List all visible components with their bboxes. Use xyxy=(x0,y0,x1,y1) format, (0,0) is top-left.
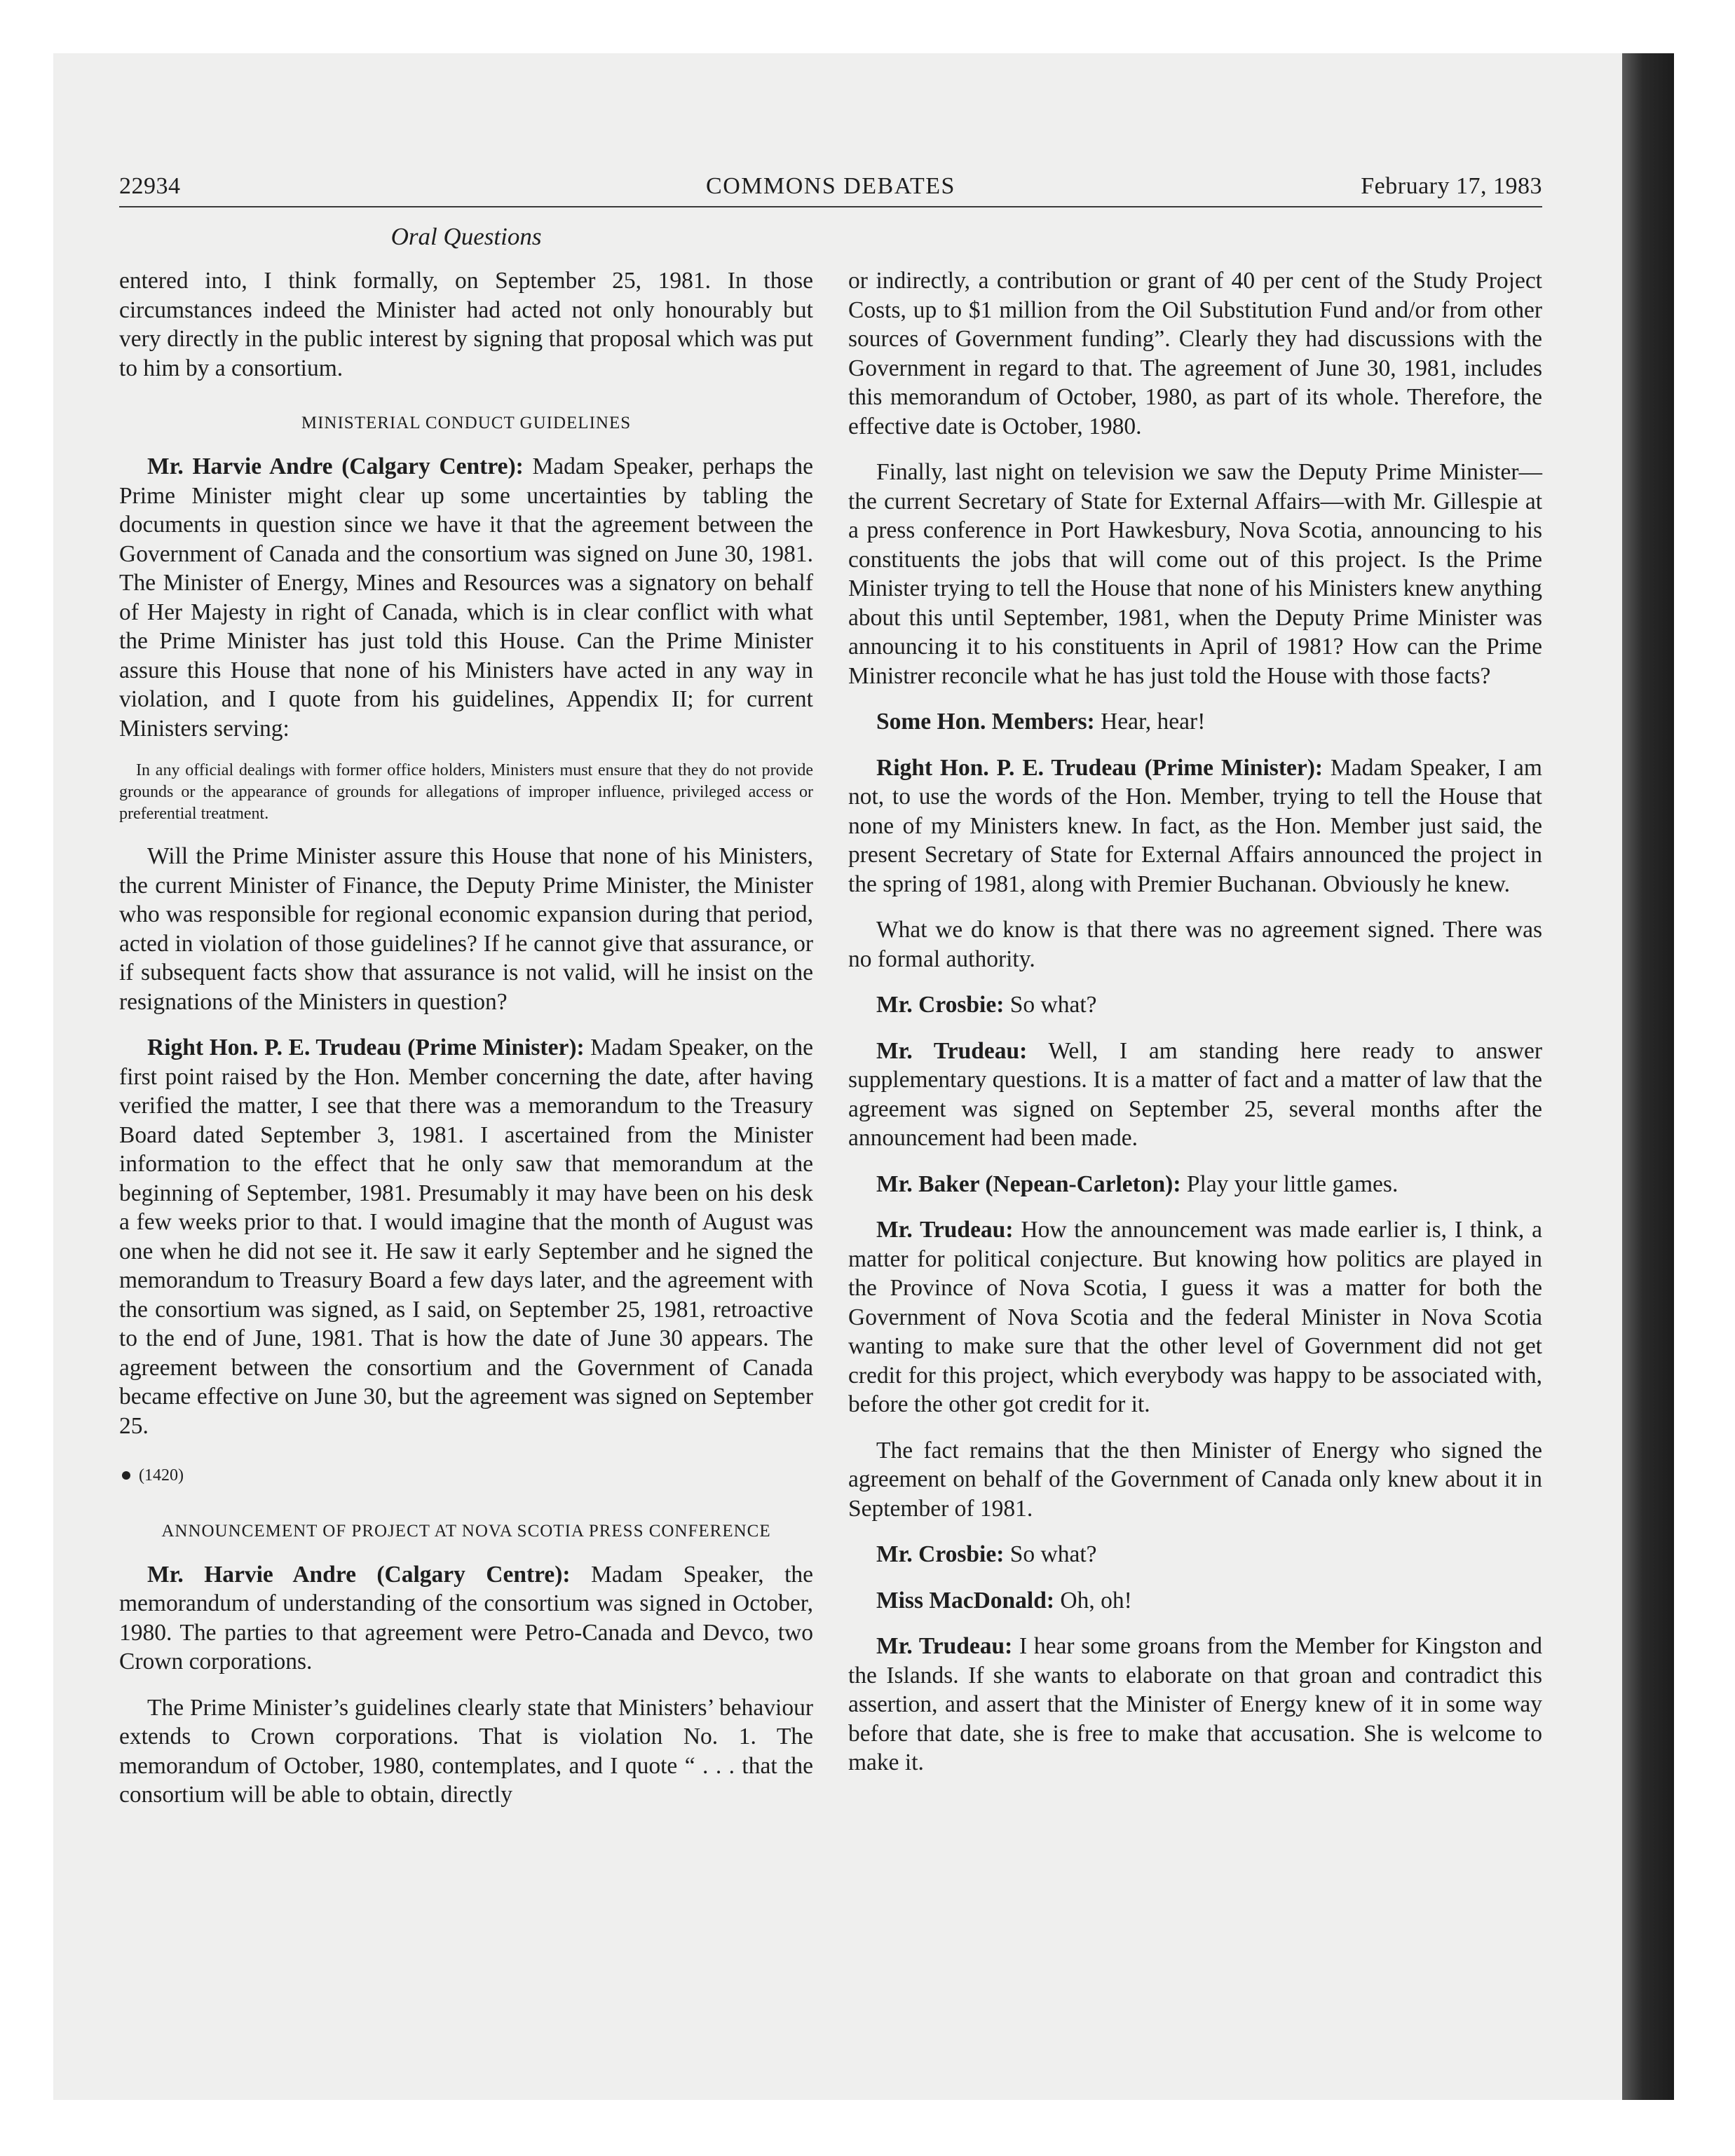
paragraph xyxy=(848,990,1542,1020)
left-column xyxy=(119,266,813,1827)
subheading: MINISTERIAL CONDUCT GUIDELINES xyxy=(301,414,632,432)
paragraph xyxy=(848,1632,1542,1778)
speech-text: Hear, hear! xyxy=(1094,709,1206,735)
paragraph: Finally, last night on television we saw the Deputy Prime Minister—the current Secretary of State for External Affairs—with Mr. Gillespie at a press conference in Port Hawkesbury, Nova Scotia, announcing to his constituents the jobs that will come out of this project. Is the Prime Minister trying to tell the House that none of his Ministers knew anything about this until September, 1981, when the Deputy Prime Minister was announcing it to his constituents in April of 1981? How can the Prime Ministrer reconcile what he has just told the House with those facts? xyxy=(848,459,1542,689)
speaker-name: Right Hon. P. E. Trudeau (Prime Minister): xyxy=(876,754,1324,781)
speaker-name: Some Hon. Members: xyxy=(876,709,1095,735)
speech-text: Madam Speaker, the memorandum of understanding of the consortium was signed in October, 1980. The parties to that agreement were Petro-Canada and Devco, two Crown corporations. xyxy=(119,1561,814,1674)
speech-text: So what? xyxy=(1004,992,1097,1018)
paragraph xyxy=(848,1170,1542,1199)
paragraph: What we do know is that there was no agreement signed. There was no formal authority. xyxy=(848,917,1542,972)
header-rule xyxy=(119,206,1542,207)
speaker-name: Mr. Baker (Nepean-Carleton): xyxy=(876,1171,1181,1197)
time-marker-label: (1420) xyxy=(139,1466,184,1485)
speech-text: Madam Speaker, I am not, to use the words of the Hon. Member, trying to tell the House that none of my Ministers knew. In fact, as the Hon. Member just said, the present Secretary of State for External Affairs announced the project in the spring of 1981, along with Premier Buchanan. Obviously he knew. xyxy=(848,754,1542,897)
time-marker xyxy=(119,1461,813,1491)
block-quote: In any official dealings with former office holders, Ministers must ensure that they do not provide grounds or the appearance of grounds for allegations of improper influence, privileged access or preferential treatment. xyxy=(119,761,813,823)
speech-text: How the announcement was made earlier is, I think, a matter for political conjecture. But knowing how politics are played in the Province of Nova Scotia, I guess it was a matter for both the Government of Nova Scotia and the federal Minister in Nova Scotia wanting to make sure that the other level of Government did not get credit for this project, which everybody was happy to be associated with, before the other got credit for it. xyxy=(848,1217,1543,1417)
paragraph xyxy=(848,1037,1542,1153)
speech-text: Madam Speaker, on the first point raised by the Hon. Member concerning the date, after having verified the matter, I see that there was a memorandum to the Treasury Board dated September 3, 1981. I ascertained from the Minister information to the effect that he only saw that memorandum at the beginning of September, 1981. Presumably it may have been on his desk a few weeks prior to that. I would imagine that the month of August was one when he did not see it. He saw it early September and he signed the memorandum to Treasury Board a few days later, and the agreement with the consortium was signed, as I said, on September 25, 1981, retroactive to the end of June, 1981. That is how the date of June 30 appears. The agreement between the consortium and the Government of Canada became effective on June 30, but the agreement was signed on September 25. xyxy=(119,1035,813,1439)
speaker-name: Mr. Crosbie: xyxy=(876,1541,1005,1567)
paragraph xyxy=(119,452,813,743)
bullet-icon xyxy=(122,1471,130,1480)
speaker-name: Miss MacDonald: xyxy=(876,1587,1055,1613)
right-column xyxy=(848,266,1542,1794)
paragraph xyxy=(848,1215,1542,1419)
paragraph xyxy=(848,753,1542,899)
paragraph: entered into, I think formally, on September 25, 1981. In those circumstances indeed the Minister had acted not only honourably but very directly in the public interest by signing that proposal which was put to him by a consortium. xyxy=(119,268,813,381)
subheading: ANNOUNCEMENT OF PROJECT AT NOVA SCOTIA PRESS CONFERENCE xyxy=(161,1521,771,1541)
speech-text: So what? xyxy=(1004,1541,1097,1567)
page-edge-shadow xyxy=(1622,53,1674,2100)
speaker-name: Mr. Harvie Andre (Calgary Centre): xyxy=(147,453,524,479)
speaker-name: Mr. Trudeau: xyxy=(876,1633,1013,1659)
section-title: Oral Questions xyxy=(390,223,542,250)
paragraph xyxy=(119,1033,813,1440)
paragraph xyxy=(848,707,1542,737)
page-number: 22934 xyxy=(119,173,181,199)
speaker-name: Right Hon. P. E. Trudeau (Prime Minister): xyxy=(147,1035,585,1060)
speech-text: Play your little games. xyxy=(1181,1171,1399,1197)
speaker-name: Mr. Harvie Andre (Calgary Centre): xyxy=(147,1561,571,1588)
speech-text: Madam Speaker, perhaps the Prime Minister might clear up some uncertainties by tabling the documents in question since we have it that the agreement between the Government of Canada and the consortium was signed on June 30, 1981. The Minister of Energy, Mines and Resources was a signatory on behalf of Her Majesty in right of Canada, which is in clear conflict with what the Prime Minister has just told this House. Can the Prime Minister assure this House that none of his Ministers have acted in any way in violation, and I quote from his guidelines, Appendix II; for current Ministers serving: xyxy=(119,453,813,742)
publication-title: COMMONS DEBATES xyxy=(706,173,955,199)
paragraph: Will the Prime Minister assure this House that none of his Ministers, the current Minister of Finance, the Deputy Prime Minister, the Minister who was responsible for regional economic expansion during that period, acted in violation of those guidelines? If he cannot give that assurance, or if subsequent facts show that assurance is not valid, will he insist on the resignations of the Ministers in question? xyxy=(119,843,813,1015)
paragraph: The Prime Minister’s guidelines clearly state that Ministers’ behaviour extends to Crown corporations. That is violation No. 1. The memorandum of October, 1980, contemplates, and I quote “ . . . that the consortium will be able to obtain, directly xyxy=(119,1694,813,1808)
speech-text: Oh, oh! xyxy=(1054,1587,1132,1613)
speech-text: I hear some groans from the Member for Kingston and the Islands. If she wants to elaborate on that groan and contradict this assertion, and assert that the Minister of Energy knew of it in some way before that date, she is free to make that accusation. She is welcome to make it. xyxy=(848,1633,1543,1775)
paragraph: The fact remains that the then Minister of Energy who signed the agreement on behalf of the Government of Canada only knew about it in September of 1981. xyxy=(848,1437,1542,1522)
speaker-name: Mr. Trudeau: xyxy=(876,1037,1028,1064)
speaker-name: Mr. Crosbie: xyxy=(876,992,1005,1018)
paragraph: or indirectly, a contribution or grant of 40 per cent of the Study Project Costs, up to $1 million from the Oil Substitution Fund and/or from other sources of Government funding”. Clearly they had discussions with the Government in regard to that. The agreement of June 30, 1981, includes this memorandum of October, 1980, as part of its whole. Therefore, the effective date is October, 1980. xyxy=(848,268,1542,439)
paragraph xyxy=(119,1560,813,1677)
paragraph xyxy=(848,1540,1542,1569)
issue-date: February 17, 1983 xyxy=(1361,173,1542,199)
speech-text: Well, I am standing here ready to answer supplementary questions. It is a matter of fact and a matter of law that the agreement was signed on September 25, several months after the announcement had been made. xyxy=(848,1037,1543,1151)
speaker-name: Mr. Trudeau: xyxy=(876,1217,1014,1243)
paragraph xyxy=(848,1586,1542,1616)
